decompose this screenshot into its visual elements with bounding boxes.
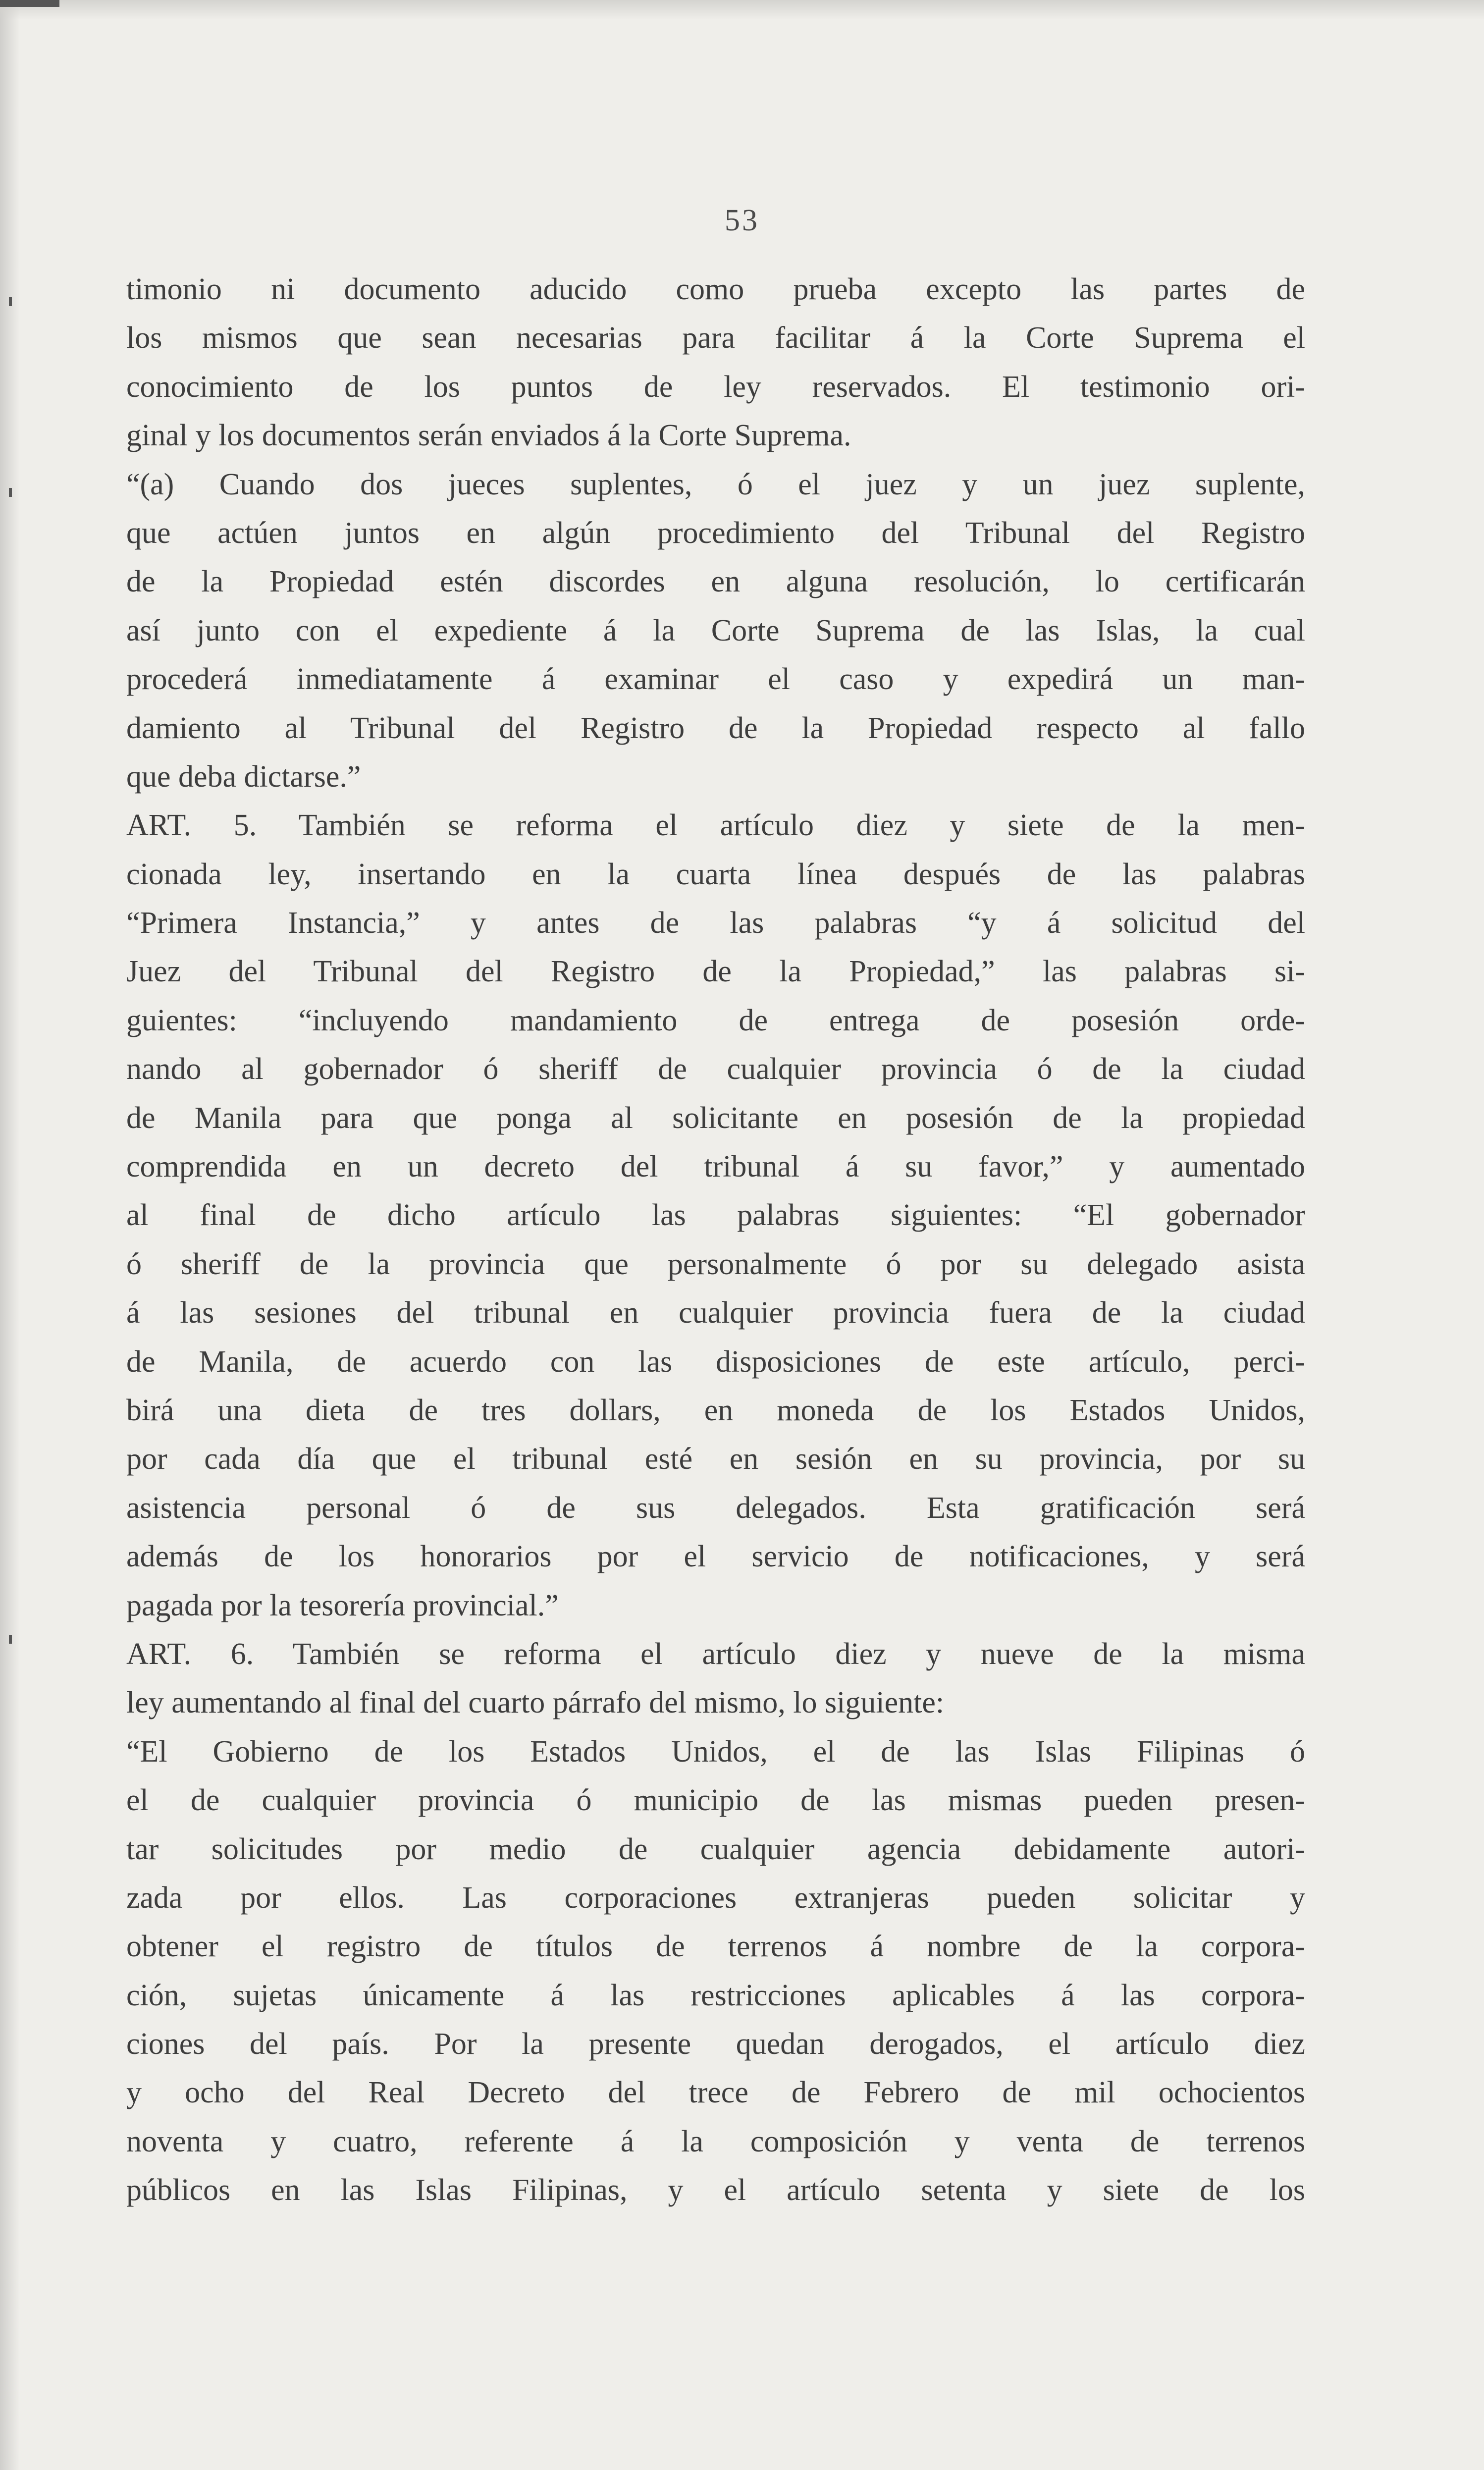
text-line: cionada ley, insertando en la cuarta línea después de las palabras	[126, 857, 1305, 891]
text-line: ción, sujetas únicamente á las restricciones aplicables á las corpora-	[126, 1978, 1305, 2012]
text-line: Juez del Tribunal del Registro de la Propiedad,” las palabras si-	[126, 955, 1305, 989]
margin-tick	[9, 1635, 12, 1644]
text-line: por cada día que el tribunal esté en sesión en su provincia, por su	[126, 1442, 1305, 1476]
text-line: zada por ellos. Las corporaciones extranjeras pueden solicitar y	[126, 1880, 1305, 1915]
page-edge-shadow-left	[0, 0, 20, 2470]
text-line: y ocho del Real Decreto del trece de Febrero de mil ochocientos	[126, 2076, 1305, 2110]
text-line: ginal y los documentos serán enviados á la Corte Suprema.	[126, 419, 851, 453]
text-line: “El Gobierno de los Estados Unidos, el de las Islas Filipinas ó	[126, 1734, 1305, 1769]
text-line: “(a) Cuando dos jueces suplentes, ó el juez y un juez suplente,	[126, 467, 1305, 501]
text-line: así junto con el expediente á la Corte Suprema de las Islas, la cual	[126, 613, 1305, 647]
text-line: ó sheriff de la provincia que personalmente ó por su delegado asista	[126, 1247, 1305, 1281]
text-line: que deba dictarse.”	[126, 759, 361, 794]
scan-corner-mark	[0, 0, 59, 7]
text-line: que actúen juntos en algún procedimiento del Tribunal del Registro	[126, 516, 1305, 550]
text-line: de Manila, de acuerdo con las disposiciones de este artículo, perci-	[126, 1344, 1305, 1379]
text-line: además de los honorarios por el servicio de notificaciones, y será	[126, 1540, 1305, 1574]
text-line: conocimiento de los puntos de ley reservados. El testimonio ori-	[126, 370, 1305, 404]
text-line: guientes: “incluyendo mandamiento de entrega de posesión orde-	[126, 1003, 1305, 1037]
text-line: birá una dieta de tres dollars, en moneda de los Estados Unidos,	[126, 1393, 1305, 1427]
text-line: “Primera Instancia,” y antes de las palabras “y á solicitud del	[126, 906, 1305, 940]
page-number: 53	[725, 204, 759, 237]
text-line: damiento al Tribunal del Registro de la Propiedad respecto al fallo	[126, 711, 1305, 745]
text-line: públicos en las Islas Filipinas, y el artículo setenta y siete de los	[126, 2173, 1305, 2207]
body-text	[126, 265, 1305, 2215]
text-line: obtener el registro de títulos de terrenos á nombre de la corpora-	[126, 1930, 1305, 1964]
text-line: ART. 5. También se reforma el artículo diez y siete de la men-	[126, 808, 1305, 843]
text-line: ART. 6. También se reforma el artículo diez y nueve de la misma	[126, 1637, 1305, 1671]
text-line: al final de dicho artículo las palabras siguientes: “El gobernador	[126, 1198, 1305, 1233]
text-line: timonio ni documento aducido como prueba excepto las partes de	[126, 272, 1305, 306]
text-line: noventa y cuatro, referente á la composición y venta de terrenos	[126, 2124, 1305, 2158]
text-line: ley aumentando al final del cuarto párrafo del mismo, lo siguiente:	[126, 1686, 945, 1720]
text-line: comprendida en un decreto del tribunal á su favor,” y aumentado	[126, 1150, 1305, 1184]
text-line: tar solicitudes por medio de cualquier agencia debidamente autori-	[126, 1832, 1305, 1866]
text-line: procederá inmediatamente á examinar el caso y expedirá un man-	[126, 662, 1305, 697]
text-line: pagada por la tesorería provincial.”	[126, 1588, 559, 1622]
text-line: el de cualquier provincia ó municipio de las mismas pueden presen-	[126, 1783, 1305, 1818]
text-line: ciones del país. Por la presente quedan derogados, el artículo diez	[126, 2027, 1305, 2061]
text-line: nando al gobernador ó sheriff de cualquier provincia ó de la ciudad	[126, 1052, 1305, 1086]
text-line: de Manila para que ponga al solicitante en posesión de la propiedad	[126, 1101, 1305, 1135]
margin-tick	[9, 488, 12, 497]
page-edge-shadow-top	[0, 0, 1484, 20]
text-line: asistencia personal ó de sus delegados. Esta gratificación será	[126, 1491, 1305, 1525]
text-line: los mismos que sean necesarias para facilitar á la Corte Suprema el	[126, 321, 1305, 355]
text-line: á las sesiones del tribunal en cualquier provincia fuera de la ciudad	[126, 1296, 1305, 1330]
text-line: de la Propiedad estén discordes en alguna resolución, lo certificarán	[126, 565, 1305, 599]
margin-tick	[9, 297, 12, 306]
